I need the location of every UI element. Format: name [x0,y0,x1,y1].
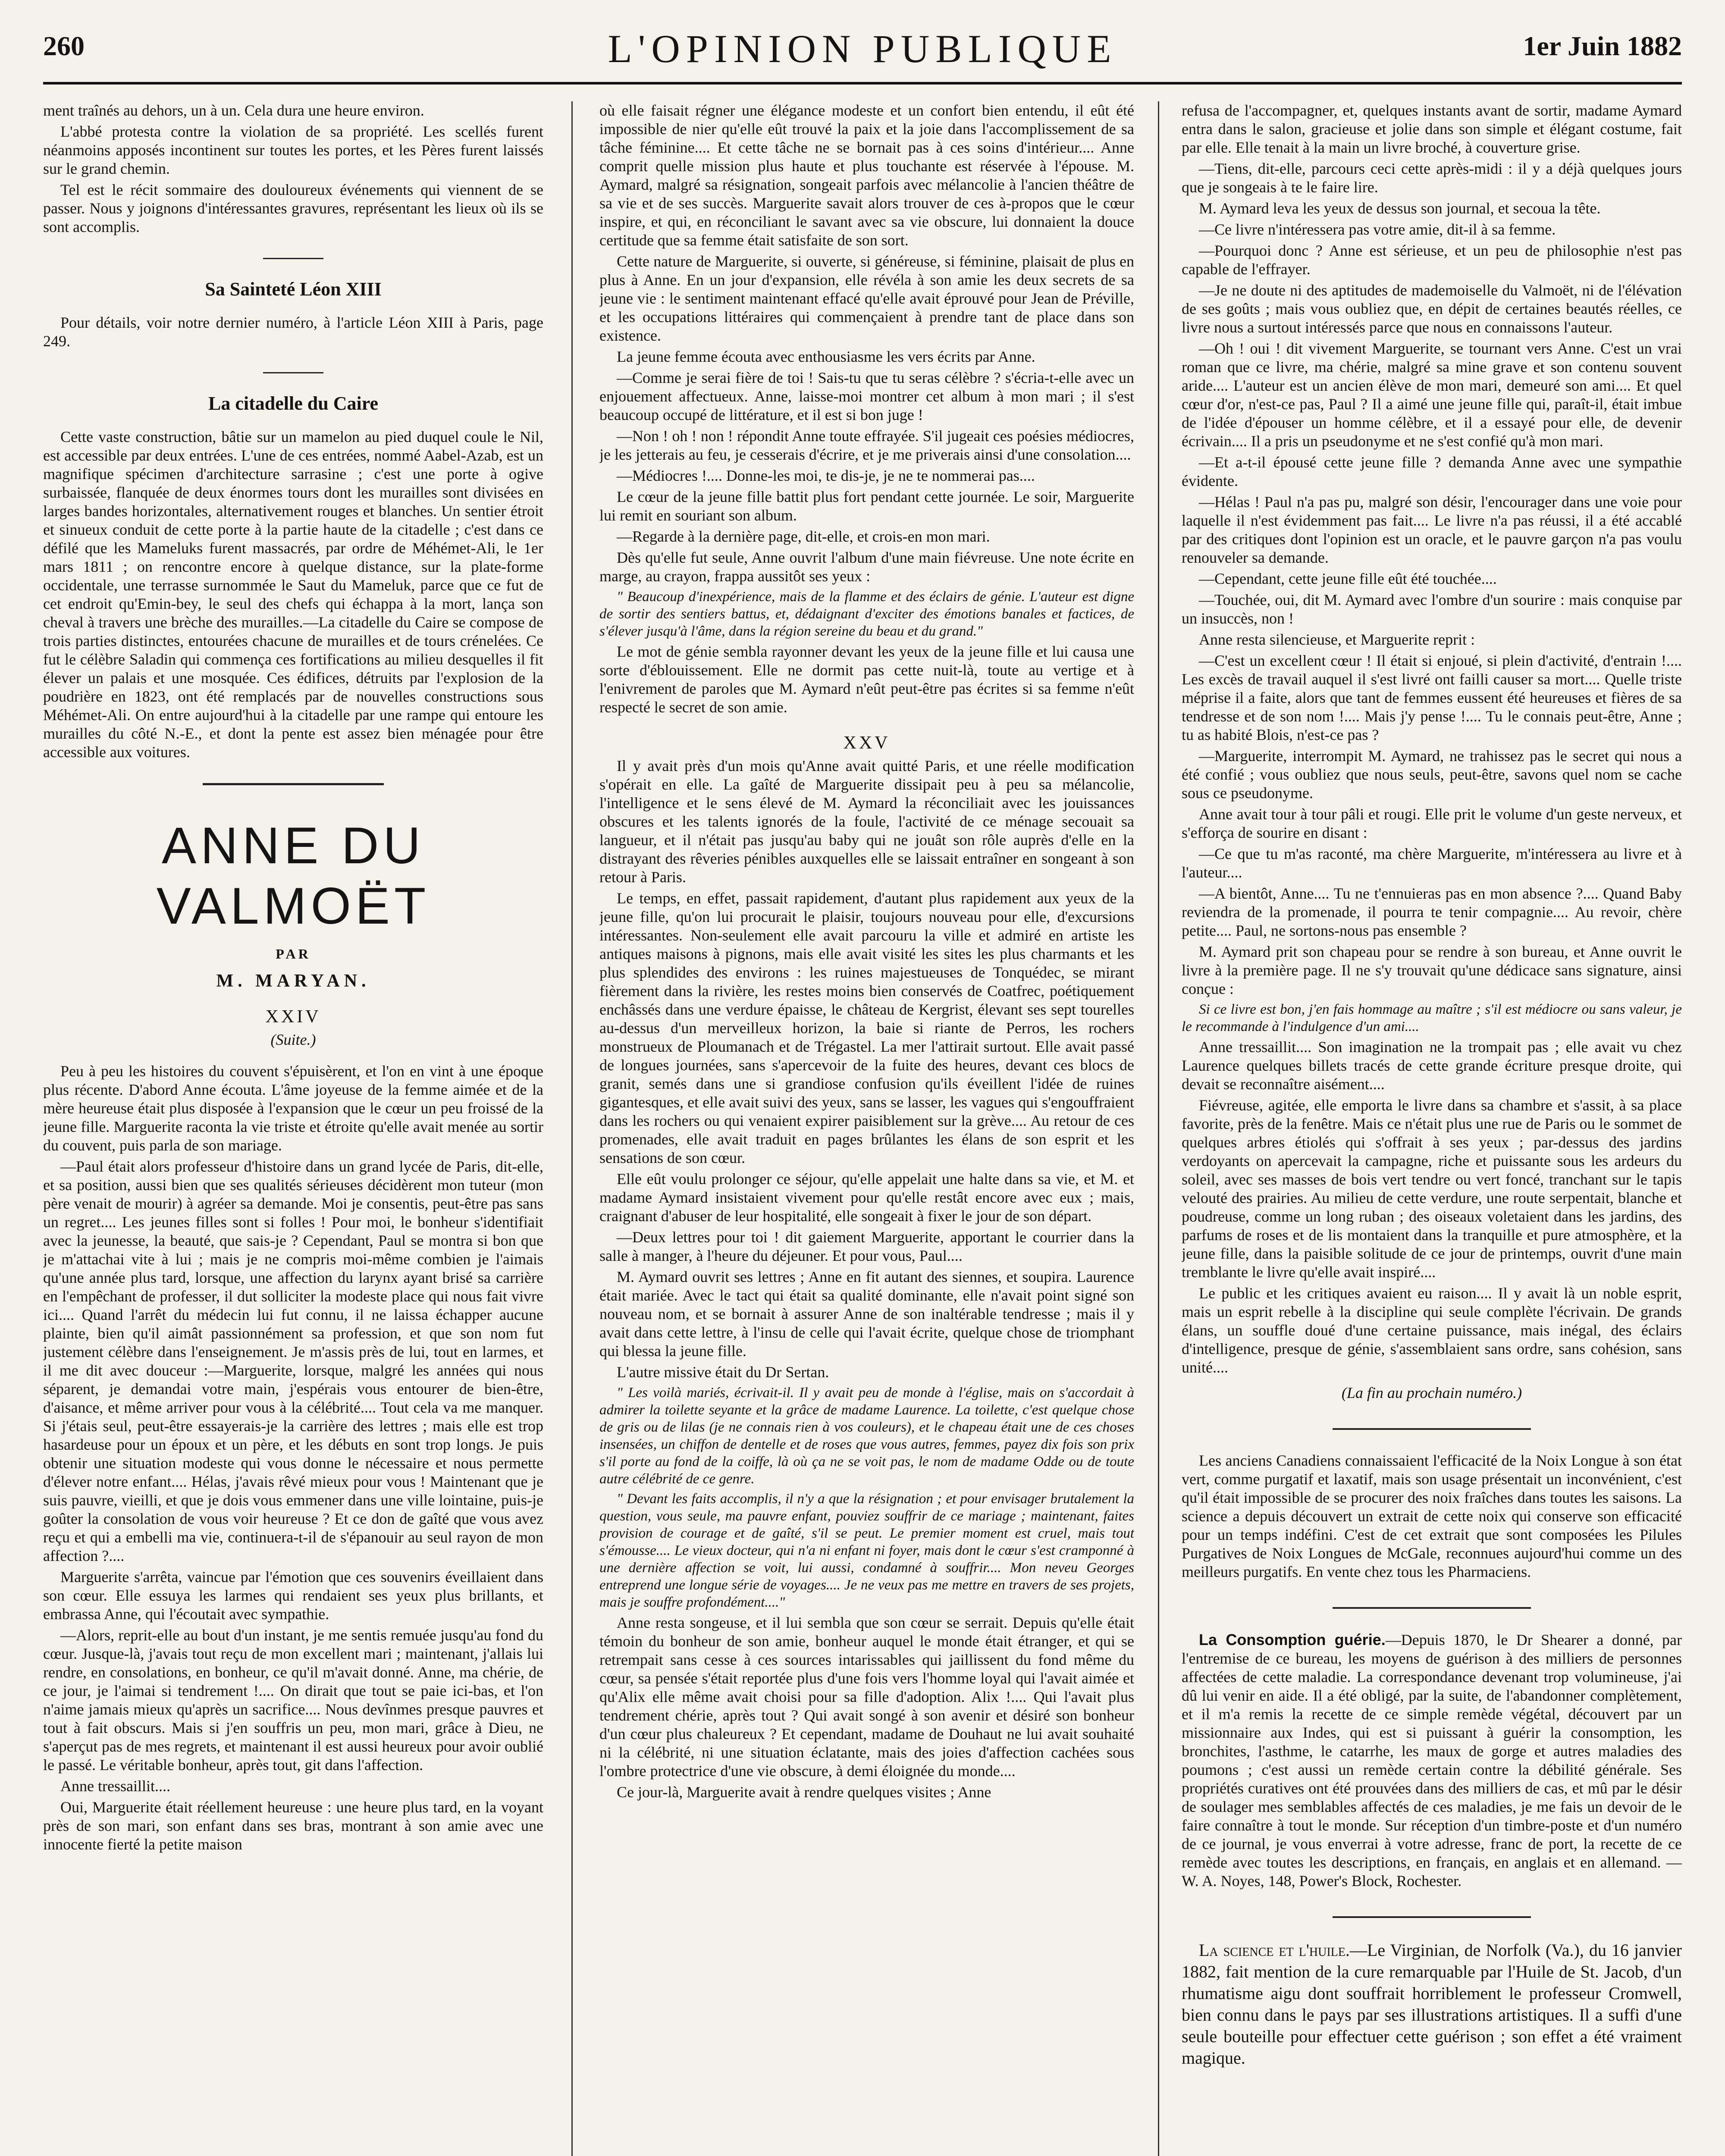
byline-par: PAR [276,946,311,962]
ad-body: —Le Virginian, de Norfolk (Va.), du 16 janvier 1882, fait mention de la cure remarquable par l'Huile de St. Jacob, d'un rhumatisme aigu dont souffrait horriblement le professeur Cromwell, bien connu dans le pays par ses illustrations artistiques. Il a suffi d'une seule bouteille pour effectuer cette guérison ; son effet a été vraiment magique. [1182,1940,1682,2068]
paragraph: Anne avait tour à tour pâli et rougi. Elle prit le volume d'un geste nerveux, et s'efforça de sourire en disant : [1182,805,1682,841]
paragraph: —A bientôt, Anne.... Tu ne t'ennuieras pas en mon absence ?.... Quand Baby reviendra de la promenade, il pourra te tenir compagnie.... Au revoir, chère petite.... Paul, ne sortons-nous pas ensemble ? [1182,885,1682,939]
issue-date: 1er Juin 1882 [1523,31,1682,61]
paragraph: Le public et les critiques avaient eu raison.... Il y avait là un noble esprit, mais un esprit rebelle à la discipline qui seule complète l'écrivain. De grands élans, un souffle doué d'une certaine puissance, mais inégal, des éclairs d'intelligence, presque de génie, s'assemblaient sans ordre, sans cohésion, sans unité.... [1182,1285,1682,1376]
paragraph: Anne tressaillit.... Son imagination ne la trompait pas ; elle avait vu chez Laurence quelques billets tracés de cette grande écriture presque droite, qui devait se reconnaître aisément.... [1182,1038,1682,1093]
paragraph: —Touchée, oui, dit M. Aymard avec l'ombre d'un sourire : mais conquise par un insuccès, non ! [1182,591,1682,627]
page-header [43,26,1682,91]
paragraph: —Paul était alors professeur d'histoire dans un grand lycée de Paris, dit-elle, et sa position, aussi bien que ses qualités sérieuses décidèrent mon tuteur (mon père venait de mourir) à agréer sa demande. Moi je consentis, peut-être pas sans un regret.... Les jeunes filles sont si folles ! Pour moi, le bonheur s'identifiait avec la jeunesse, la beauté, que sais-je ? Cependant, Paul se montra si bon que je m'attachai vite à lui ; mais je ne compris moi-même combien je l'aimais qu'une année plus tard, lorsque, une affection du larynx ayant brisé sa carrière en l'empêchant de professer, il dut solliciter la modeste place qui nous fait vivre ici.... Quand l'arrêt du médecin lui fut connu, il ne laissa échapper aucune plainte, bien qu'il aimât passionnément sa profession, et que son nom fut justement célèbre dans l'enseignement. Je m'assis près de lui, tout en larmes, et il me dit avec douceur :—Marguerite, lorsque, malgré les années qui nous séparent, je demandai votre main, j'espérais vous entourer de bien-être, d'aisance, et même arriver pour vous à la célébrité.... Tout cela va me manquer. Si j'étais seul, peut-être essayerais-je la carrière des lettres ; mais elle est trop hasardeuse pour un époux et un père, et les débuts en sont trop longs. Je puis obtenir une situation modeste qui vous donne le nécessaire et nous permette d'élever notre enfant.... Hélas, j'avais rêvé mieux pour vous ! Maintenant que je suis pauvre, vieilli, et que je dois vous emmener dans une ville lointaine, puis-je goûter la consolation de vous voir heureuse ? Et ce don de gaîté que vous avez reçu et qui a embelli ma vie, continuera-t-il de s'épanouir au seul rayon de mon affection ?.... [43,1158,543,1564]
paragraph: refusa de l'accompagner, et, quelques instants avant de sortir, madame Aymard entra dans le salon, gracieuse et jolie dans son simple et élégant costume, fait par elle. Elle tenait à la main un livre broché, à couverture grise. [1182,102,1682,156]
paragraph: Fiévreuse, agitée, elle emporta le livre dans sa chambre et s'assit, à sa place favorite, près de la fenêtre. Mais ce n'était plus une rue de Paris ou le sommet de quelques arbres étiolés qui s'offrait à ses yeux ; par-dessus des jardins verdoyants on apercevait la campagne, riche et puissante sous les ardeurs du soleil, avec ses masses de bois vert tendre ou vert foncé, tranchant sur le tapis velouté des prairies. Au milieu de cette verdure, une route serpentait, blanche et poudreuse, comme un long ruban ; des oiseaux voletaient dans les jardins, des parfums de roses et de lis montaient dans la tranquille et pure atmosphère, et la jeune fille, dans la paisible solitude de ce jour de printemps, ouvrit d'une main tremblante le livre qu'elle avait inspiré.... [1182,1097,1682,1281]
article-title: La citadelle du Caire [208,393,378,414]
paragraph: Marguerite s'arrêta, vaincue par l'émotion que ces souvenirs éveillaient dans son cœur. Elle essuya les larmes qui rendaient ses yeux plus brillants, et embrassa Anne, qui l'écoutait avec sympathie. [43,1568,543,1623]
advertisement-noix: Les anciens Canadiens connaissaient l'efficacité de la Noix Longue à son état vert, comme purgatif et laxatif, mais son usage présentait un inconvénient, c'est qu'il était impossible de se procurer des noix fraîches dans toutes les saisons. La science a depuis découvert un extrait de cette noix qui conserve son efficacité pour un temps indéfini. C'est de cet extrait que sont composées les Pilules Purgatives de Noix Longues de McGale, reconnues aujourd'hui comme un des meilleurs purgatifs. En vente chez tous les Pharmaciens. [1182,1452,1682,1580]
paragraph: Ce jour-là, Marguerite avait à rendre quelques visites ; Anne [617,1783,991,1801]
page-number: 260 [43,31,85,61]
paragraph: —Ce livre n'intéressera pas votre amie, dit-il à sa femme. [1199,221,1556,238]
paragraph: M. Aymard ouvrit ses lettres ; Anne en fit autant des siennes, et soupira. Laurence était mariée. Avec le tact qui était sa qualité dominante, elle n'avait point signé son nouveau nom, et se bornait à assurer Anne de son inaltérable tendresse ; mais il y avait dans cette lettre, à l'insu de celle qui l'avait écrite, quelque chose de triomphant qui blessa la jeune fille. [599,1268,1134,1360]
paragraph: L'autre missive était du Dr Sertan. [617,1363,829,1381]
paragraph: —Regarde à la dernière page, dit-elle, et crois-en mon mari. [617,528,990,545]
advertisement-consomption [1182,1630,1682,1890]
paragraph: Il y avait près d'un mois qu'Anne avait quitté Paris, et une réelle modification s'opérait en elle. La gaîté de Marguerite dissipait peu à peu sa mélancolie, l'intelligence et le sens élevé de M. Aymard la réconciliait avec les jouissances obscures et les talents ignorés de la foule, l'activité de ce ménage secouait sa langueur, et il n'était pas jusqu'au baby qui ne jouât son rôle auprès d'elle en la distrayant des rêveries pénibles auxquelles elle se laissait entraîner en songeant à son retour à Paris. [599,757,1134,886]
section-rule [203,783,384,785]
paragraph: —Cependant, cette jeune fille eût été touchée.... [1199,570,1497,587]
quoted-letter: " Devant les faits accomplis, il n'y a que la résignation ; et pour envisager brutalement la question, vous seule, ma pauvre enfant, pouviez souffrir de ce mariage ; maintenant, faites provision de courage et de gaîté, s'il se peut. Le premier moment est cruel, mais tout s'émousse.... Le vieux docteur, qui n'a ni enfant ni foyer, mais dont le cœur s'est cramponné à une dernière affection se voit, lui aussi, condamné à souffrir.... Mon neveu Georges entreprend une longue série de voyages.... Je ne veux pas me mettre en travers de ses projets, mais je souffre profondément...." [599,1491,1134,1610]
paragraph: —Médiocres !.... Donne-les moi, te dis-je, je ne te nommerai pas.... [617,467,1035,484]
column-2 [599,101,1134,2156]
paragraph: où elle faisait régner une élégance modeste et un confort bien entendu, il eût été impossible de nier qu'elle eût trouvé la paix et la joie dans l'accomplissement de sa tâche féminine.... Et cette tâche ne se bornait pas à ces soins d'intérieur.... Anne comprit quelle mission plus haute et plus touchante est réservée à l'épouse. M. Aymard, malgré sa résignation, songeait parfois avec mélancolie à l'ancien théâtre de sa vie et de ses succès. Marguerite savait alors trouver de ces à-propos que le cœur inspire, et qui, en réconciliant le savant avec sa vie obscure, lui donnaient la douce certitude que sa femme était satisfaite de son sort. [599,102,1134,249]
paragraph: —Hélas ! Paul n'a pas pu, malgré son désir, l'encourager dans une voie pour laquelle il n'est évidemment pas fait.... Le livre n'a pas réussi, il a été accablé par des critiques dont l'opinion est un oracle, et le pauvre garçon n'a pas voulu renouveler sa demande. [1182,493,1682,566]
paragraph: —Oh ! oui ! dit vivement Marguerite, se tournant vers Anne. C'est un vrai roman que ce livre, ma chérie, malgré sa mine grave et son contenu souvent aride.... L'auteur est un ancien élève de mon mari, demeuré son ami.... Et quel cœur d'or, n'est-ce pas, Paul ? Il a aimé une jeune fille qui, paraît-il, était imbue de l'idée d'épouser un homme célèbre, et il a essayé pour elle, de devenir écrivain.... Il a pris un pseudonyme et ne s'est confié qu'à mon mari. [1182,340,1682,450]
paragraph: —Ce que tu m'as raconté, ma chère Marguerite, m'intéressera au livre et à l'auteur.... [1182,845,1682,881]
newspaper-title: L'OPINION PUBLIQUE [608,27,1117,71]
paragraph: Anne resta silencieuse, et Marguerite reprit : [1199,631,1475,648]
paragraph: —Deux lettres pour toi ! dit gaiement Marguerite, apportant le courrier dans la salle à manger, à l'heure du déjeuner. Et pour vous, Paul.... [599,1228,1134,1264]
quoted-note: " Beaucoup d'inexpérience, mais de la flamme et des éclairs de génie. L'auteur est digne de sortir des sentiers battus, et, dédaignant d'exciter des émotions banales et factices, de s'élever jusqu'à l'âme, dans la région sereine du beau et du grand." [599,589,1134,639]
paragraph: —Non ! oh ! non ! répondit Anne toute effrayée. S'il jugeait ces poésies médiocres, je les jetterais au feu, je cesserais d'écrire, et je me priverais ainsi d'une consolation.... [599,427,1134,463]
section-rule [263,372,323,373]
chapter-number: XXV [843,733,891,753]
paragraph: Dès qu'elle fut seule, Anne ouvrit l'album d'une main fiévreuse. Une note écrite en marge, au crayon, frappa aussitôt ses yeux : [599,549,1134,585]
paragraph: Anne tressaillit.... [60,1777,170,1795]
paragraph: Tel est le récit sommaire des douloureux événements qui viennent de se passer. Nous y joignons d'intéressantes gravures, représentant les lieux où ils se sont accomplis. [43,181,543,235]
serial-author: M. MARYAN. [216,971,370,991]
quoted-letter: " Les voilà mariés, écrivait-il. Il y avait peu de monde à l'église, mais on s'accordait à admirer la toilette seyante et la grâce de madame Laurence. La toilette, c'est quelque chose de gris ou de lilas (je ne connais rien à vos couleurs), et le chapeau était une de ces choses insensées, un chiffon de dentelle et de roses que vous autres, femmes, payez dix fois son prix s'il porte au fond de la coiffe, là où ça ne se voit pas, le nom de madame Odde ou de toute autre célébrité de ce genre. [599,1385,1134,1487]
paragraph: Oui, Marguerite était réellement heureuse : une heure plus tard, en la voyant près de son mari, son enfant dans ses bras, montrant à son amie avec une innocente fierté la petite maison [43,1799,543,1853]
serial-title: ANNE DU VALMOËT [156,817,430,935]
paragraph: Le mot de génie sembla rayonner devant les yeux de la jeune fille et lui causa une sorte d'éblouissement. Elle ne dormit pas cette nuit-là, toute au vertige et à l'enivrement de paroles que M. Aymard n'eût peut-être pas écrites si sa femme n'eût respecté le secret de son amie. [599,643,1134,716]
paragraph: M. Aymard prit son chapeau pour se rendre à son bureau, et Anne ouvrit le livre à la première page. Il ne s'y trouvait qu'une dédicace sans signature, ainsi conçue : [1182,943,1682,997]
ad-headline: La science et l'huile. [1199,1940,1350,1960]
paragraph: —Tiens, dit-elle, parcours ceci cette après-midi : il y a déjà quelques jours que je songeais à te le faire lire. [1182,160,1682,196]
advertisement-huile [1182,1940,1682,2069]
section-rule [1333,1428,1531,1430]
column-divider [1158,101,1159,2156]
paragraph: M. Aymard leva les yeux de dessus son journal, et secoua la tête. [1199,200,1601,217]
paragraph: Peu à peu les histoires du couvent s'épuisèrent, et l'on en vint à une époque plus récente. D'abord Anne écouta. L'âme joyeuse de la femme aimée et de la mère heureuse était plus disposée à l'expansion que le cœur un peu froissé de la jeune fille. Marguerite raconta la vie triste et étroite qu'elle avait menée au sortir du couvent, puis parla de son mariage. [43,1062,543,1154]
section-rule [1333,1916,1531,1918]
paragraph: Pour détails, voir notre dernier numéro, à l'article Léon XIII à Paris, page 249. [43,314,543,350]
section-rule [263,258,323,259]
to-be-continued: (La fin au prochain numéro.) [1341,1384,1522,1401]
paragraph: Elle eût voulu prolonger ce séjour, qu'elle appelait une halte dans sa vie, et M. et madame Aymard insistaient vivement pour qu'elle restât encore avec eux ; mais, craignant d'abuser de leur hospitalité, elle songeait à fixer le jour de son départ. [599,1170,1134,1225]
paragraph: —Et a-t-il épousé cette jeune fille ? demanda Anne avec une sympathie évidente. [1182,454,1682,489]
paragraph: Cette nature de Marguerite, si ouverte, si généreuse, si féminine, plaisait de plus en plus à Anne. En un jour d'expansion, elle révéla à son amie les deux secrets de sa jeune vie : le sentiment maintenant effacé qu'elle avait éprouvé pour Jean de Préville, et les occupations littéraires qui commençaient à prendre tant de place dans son existence. [599,253,1134,344]
paragraph: —Pourquoi donc ? Anne est sérieuse, et un peu de philosophie n'est pas capable de l'effrayer. [1182,242,1682,278]
paragraph: L'abbé protesta contre la violation de sa propriété. Les scellés furent néanmoins apposés incontinent sur toutes les portes, et les Pères furent laissés sur le grand chemin. [43,123,543,177]
dedication: Si ce livre est bon, j'en fais hommage au maître ; s'il est médiocre ou sans valeur, je le recommande à l'indulgence d'un ami.... [1182,1002,1682,1034]
article-title: Sa Sainteté Léon XIII [205,279,382,300]
column-divider [571,101,573,2156]
chapter-suite: (Suite.) [270,1031,316,1048]
paragraph: —Comme je serai fière de toi ! Sais-tu que tu seras célèbre ? s'écria-t-elle avec un enjouement affectueux. Anne, laisse-moi montrer cet album à mon mari ; il s'est beaucoup occupé de littérature, et il est si bon juge ! [599,369,1134,423]
chapter-number: XXIV [265,1007,321,1027]
paragraph: —Alors, reprit-elle au bout d'un instant, je me sentis remuée jusqu'au fond du cœur. Jusque-là, j'avais tout reçu de mon excellent mari ; maintenant, j'allais lui rendre, en consolations, en bonheur, ce qu'il m'avait donné. Anne, ma chérie, de ce jour, je l'aimai si tendrement !.... On dirait que tout se paie ici-bas, et l'on n'aime jamais mieux qu'après un sacrifice.... Nous devînmes presque pauvres et tout à fait obscurs. Mais si j'en souffris un peu, mon mari, grâce à Dieu, ne s'aperçut pas de mes regrets, et maintenant il est aussi heureux pour avoir oublié le passé. Le véritable bonheur, après tout, git dans l'affection. [43,1626,543,1774]
column-3 [1182,101,1682,2156]
section-rule [1333,1607,1531,1609]
paragraph: —C'est un excellent cœur ! Il était si enjoué, si plein d'activité, d'entrain !.... Les excès de travail auquel il s'est livré ont failli causer sa mort.... Quelle triste méprise il a faite, alors que tant de femmes eussent été heureuses et fières de sa tendresse et de son nom !.... Mais j'y pense !.... Tu le connais peut-être, Anne ; tu as habité Blois, n'est-ce pas ? [1182,652,1682,743]
paragraph: —Marguerite, interrompit M. Aymard, ne trahissez pas le secret qui nous a été confié ; vous oubliez que nous seuls, peut-être, savons quel nom se cache sous ce pseudonyme. [1182,747,1682,802]
paragraph: —Je ne doute ni des aptitudes de mademoiselle du Valmoët, ni de l'élévation de ses goûts ; mais vous oubliez que, en dépit de certaines beautés réelles, ce livre nous a surtout intéressés parce que nous en connaissons l'auteur. [1182,282,1682,336]
paragraph: Anne resta songeuse, et il lui sembla que son cœur se serrait. Depuis qu'elle était témoin du bonheur de son amie, bonheur auquel le monde était étranger, et qui se retrempait sans cesse à ces sources intarissables qui jaillissent du fond même du cœur, sa pensée s'était reportée plus d'une fois vers l'homme loyal qui l'avait aimée et qu'Alix elle même avait choisi pour sa fille d'adoption. Alix !.... Qui l'avait plus tendrement chérie, après tout ? Qui avait songé à son avenir et désiré son bonheur d'un cœur plus chaleureux ? Et cependant, madame de Douhaut ne lui avait souhaité ni la célébrité, ni une situation éclatante, mais des joies d'affection cachées sous l'ombre protectrice d'une vie obscure, à demi éloignée du monde.... [599,1614,1134,1780]
paragraph: Le cœur de la jeune fille battit plus fort pendant cette journée. Le soir, Marguerite lui remit en souriant son album. [599,488,1134,524]
header-rule [43,82,1682,85]
paragraph: ment traînés au dehors, un à un. Cela dura une heure environ. [43,102,424,119]
column-1 [43,101,543,2156]
ad-headline: La Consomption guérie. [1199,1631,1386,1648]
paragraph: Le temps, en effet, passait rapidement, d'autant plus rapidement aux yeux de la jeune fille, qu'on lui procurait le plaisir, toujours nouveau pour elle, d'excursions intéressantes. Non-seulement elle avait parcouru la ville et admiré en artiste les antiques maisons à pignons, mais elle avait visité les sites les plus charmants et les plus splendides des environs : les ruines majestueuses de Tonquédec, se mirant fièrement dans la rivière, les restes moins bien conservés de Coatfrec, poétiquement enchâssés dans une verdure épaisse, le château de Kergrist, élevant ses sept tourelles au-dessus d'un merveilleux horizon, la baie si riante de Perros, les rochers monstrueux de Ploumanach et de Trégastel. La mer l'attirait surtout. Elle avait passé de longues journées, sans s'apercevoir de la fuite des heures, devant ces blocs de granit, semés dans une si grandiose confusion qu'ils éveillent l'idée de ruines gigantesques, et elle avait suivi des yeux, sans se lasser, les vagues qui s'engouffraient dans les rochers ou qui venaient expirer paisiblement sur la grève.... Au retour de ces promenades, elle avait traduit en pages brûlantes les élans de son esprit et les sensations de son cœur. [599,890,1134,1166]
ad-body: —Depuis 1870, le Dr Shearer a donné, par l'entremise de ce bureau, les moyens de guérison à des milliers de personnes affectées de cette maladie. La correspondance devenant trop volumineuse, j'ai dû lui venir en aide. Il a été obligé, par la suite, de l'abandonner complètement, et il m'a remis la recette de ce simple remède végétal, découvert par un missionnaire aux Indes, qui est si puissant à guérir la consomption, les bronchites, l'asthme, le catarrhe, les maux de gorge et autres maladies des poumons ; c'est aussi un remède certain contre la débilité générale. Ses propriétés curatives ont été prouvées dans des milliers de cas, et mû par le désir de soulager mes semblables affectés de ces maladies, je me fais un devoir de le faire connaître à tout le monde. Sur réception d'un timbre-poste et d'un numéro de ce journal, je vous enverrai à votre adresse, franc de port, la recette de ce remède avec toutes les descriptions, en français, en anglais et en allemand. — W. A. Noyes, 148, Power's Block, Rochester. [1182,1631,1682,1890]
paragraph: La jeune femme écouta avec enthousiasme les vers écrits par Anne. [617,348,1035,365]
paragraph: Cette vaste construction, bâtie sur un mamelon au pied duquel coule le Nil, est accessible par deux entrées. L'une de ces entrées, nommé Aabel-Azab, est un magnifique spécimen d'architecture sarrasine ; c'est une porte à ogive surbaissée, flanquée de deux énormes tours dont les murailles sont divisées en larges bandes horizontales, alternativement rouges et blanches. Un sentier étroit et sinueux conduit de cette porte à la partie haute de la citadelle ; c'est dans ce défilé que les Mameluks furent massacrés, par ordre de Méhémet-Ali, le 1er mars 1811 ; on rencontre encore à quelque distance, sur la plate-forme occidentale, une terrasse surnommée le Saut du Mameluk, parce que ce fut de cet endroit qu'Emin-bey, le seul des chefs qui échappa à la mort, lança son cheval à travers une brèche des murailles.—La citadelle du Caire se compose de trois parties distinctes, entourées chacune de murailles et de tours crénelées. Ce fut le célèbre Saladin qui commença ces fortifications au milieu desquelles il fit élever un palais et une mosquée. Ces édifices, détruits par l'explosion de la poudrière en 1823, ont été remplacés par de nouvelles constructions sous Méhémet-Ali. On entre aujourd'hui à la citadelle par une rampe qui entoure les murailles du côté N.-E., et dont la pente est assez bien ménagée pour être accessible aux voitures. [43,428,543,761]
